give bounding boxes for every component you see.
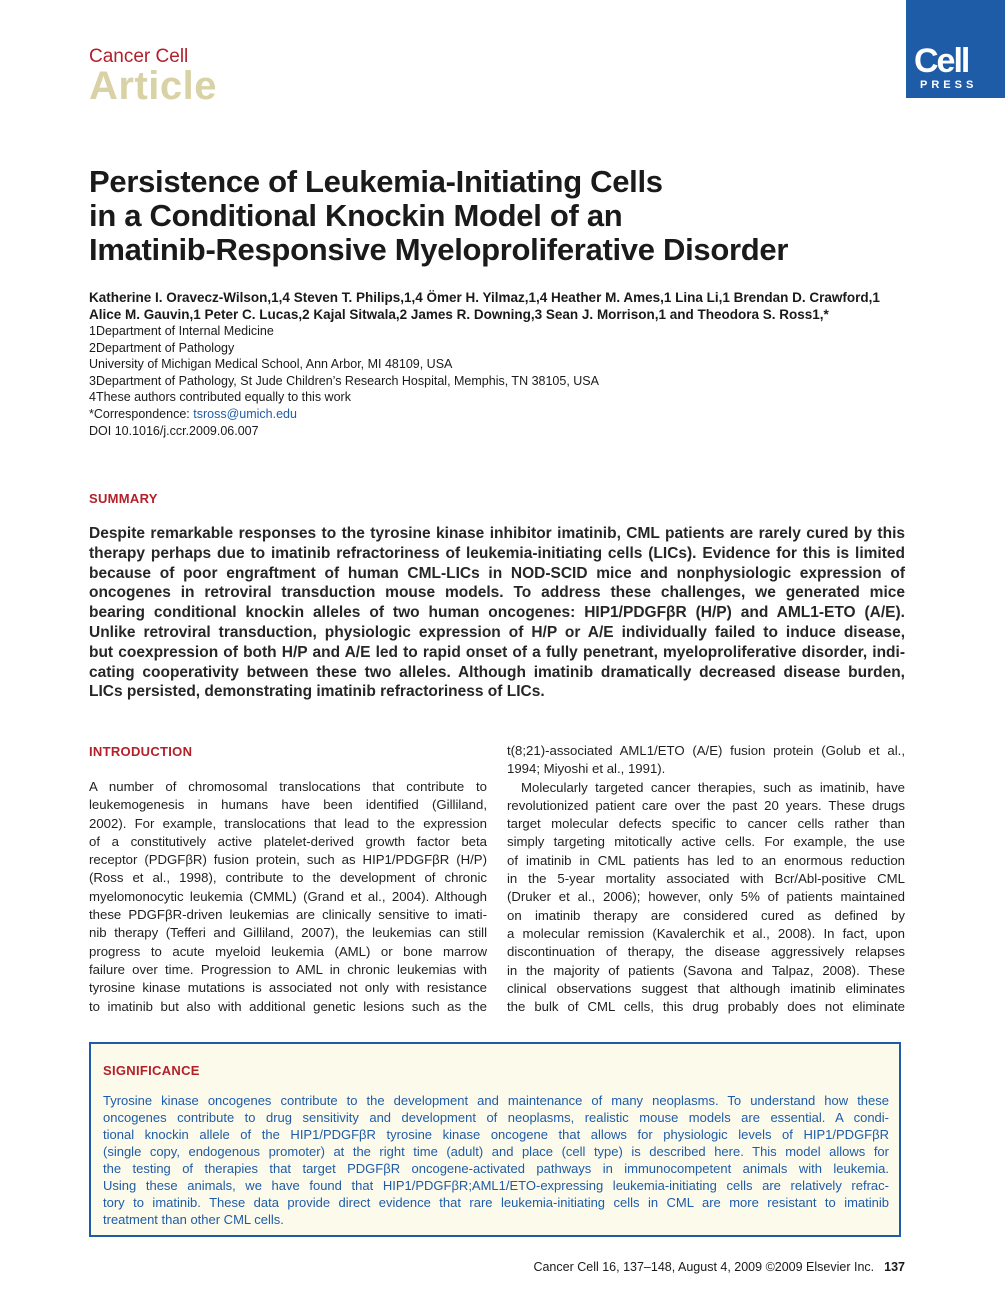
body-line: on imatinib therapy are considered cured as defined by: [507, 907, 905, 923]
summary-line: Unlike retroviral transduction, physiologic expression of H/P or A/E individually failed to induce disease,: [89, 623, 905, 641]
correspondence: [89, 406, 599, 423]
body-line: of a constitutively active platelet-derived growth factor beta: [89, 833, 487, 849]
body-line: Molecularly targeted cancer therapies, such as imatinib, have: [521, 779, 905, 795]
body-line: discontinuation of therapy, the disease aggressively relapses: [507, 944, 905, 960]
title-line: in a Conditional Knockin Model of an: [89, 198, 623, 233]
summary-line: therapy perhaps due to imatinib refractoriness of leukemia-initiating cells (LICs). Evidence for this is limited: [89, 544, 905, 562]
introduction-heading: INTRODUCTION: [89, 744, 193, 759]
summary-line: LICs persisted, demonstrating imatinib refractoriness of LICs.: [89, 683, 545, 701]
affiliation-line: 2Department of Pathology: [89, 340, 235, 355]
significance-line: tional knockin allele of the HIP1/PDGFβR tyrosine kinase oncogene that allows for physiologic levels of HIP1/PDGFβR: [103, 1127, 889, 1142]
summary-text: [89, 524, 905, 702]
summary-line: oncogenes in retroviral transduction mouse models. To address these challenges, we generated mice: [89, 584, 905, 602]
affiliation-line: 3Department of Pathology, St Jude Children’s Research Hospital, Memphis, TN 38105, USA: [89, 373, 599, 388]
significance-line: tory to imatinib. These data provide direct evidence that rare leukemia-initiating cells in CML are more resistant to imatinib: [103, 1195, 889, 1210]
introduction-left-column: [89, 778, 487, 1016]
summary-line: bearing conditional knockin alleles of two human oncogenes: HIP1/PDGFβR (H/P) and AML1-ETO (A/E).: [89, 604, 905, 622]
body-line: 1994; Miyoshi et al., 1991).: [507, 761, 666, 777]
significance-box: [89, 1042, 901, 1237]
significance-line: Using these animals, we have found that HIP1/PDGFβR;AML1/ETO-expressing leukemia-initiating cells are relatively refrac-: [103, 1178, 889, 1193]
body-line: in the majority of patients (Savona and Talpaz, 2008). These: [507, 962, 905, 978]
correspondence-label: *Correspondence:: [89, 406, 194, 421]
body-line: nib therapy (Tefferi and Gilliland, 2007), the leukemias can still: [89, 925, 487, 941]
summary-line: cating cooperativity between these two alleles. Although imatinib dramatically decreased disease burden,: [89, 663, 905, 681]
body-line: A number of chromosomal translocations that contribute to: [89, 779, 487, 794]
journal-name: Cancer Cell: [89, 46, 189, 67]
affiliation-line: 4These authors contributed equally to this work: [89, 390, 351, 405]
body-line: to imatinib but also with additional genetic lesions such as the: [89, 998, 487, 1014]
body-line: target molecular defects specific to cancer cells rather than: [507, 816, 905, 832]
significance-line: (single copy, endogenous promoter) at the right time (adult) and place (cell type) is described here. This model allows for: [103, 1144, 889, 1159]
summary-line: because of poor engraftment of human CML-LICs in NOD-SCID mice and nonphysiologic expression of: [89, 564, 905, 582]
author-list: [89, 289, 909, 323]
body-line: these PDGFβR-driven leukemias are clinically sensitive to imati-: [89, 907, 487, 923]
cell-press-logo: [906, 0, 1005, 98]
paper-title: [89, 165, 889, 267]
body-line: failure over time. Progression to AML in chronic leukemias with: [89, 961, 487, 977]
body-line: a molecular remission (Kavalerchik et al., 2008). In fact, upon: [507, 925, 905, 941]
summary-heading: SUMMARY: [89, 491, 158, 506]
footer-citation: Cancer Cell 16, 137–148, August 4, 2009 ©2009 Elsevier Inc.: [533, 1260, 875, 1274]
page-number: 137: [884, 1260, 905, 1274]
body-line: t(8;21)-associated AML1/ETO (A/E) fusion protein (Golub et al.,: [507, 743, 905, 758]
significance-line: treatment than other CML cells.: [103, 1212, 284, 1227]
logo-sub-text: PRESS: [920, 79, 978, 91]
body-line: tyrosine kinase mutations is associated not only with resistance: [89, 980, 487, 996]
logo-main-text: Cell: [914, 42, 969, 80]
introduction-right-column: [507, 742, 905, 1016]
body-line: myelomonocytic leukemia (CMML) (Grand et al., 2004). Although: [89, 888, 487, 904]
doi: DOI 10.1016/j.ccr.2009.06.007: [89, 423, 259, 438]
author-line: Alice M. Gauvin,1 Peter C. Lucas,2 Kajal Sitwala,2 James R. Downing,3 Sean J. Morrison,1 and Theodora S. Ross1,*: [89, 307, 829, 322]
significance-text: [103, 1092, 889, 1228]
body-line: of imatinib in CML patients has led to an enormous reduction: [507, 852, 905, 868]
body-line: (Druker et al., 2006); however, only 5% of patients maintained: [507, 889, 905, 905]
body-line: the bulk of CML cells, this drug probably does not eliminate: [507, 999, 905, 1015]
affiliations: [89, 323, 599, 439]
correspondence-email-link[interactable]: tsross@umich.edu: [193, 406, 297, 421]
summary-line: but coexpression of both H/P and A/E led to rapid onset of a fully penetrant, myeloproliferative disorder, indi-: [89, 643, 905, 661]
article-type: Article: [89, 64, 217, 108]
significance-line: Tyrosine kinase oncogenes contribute to the development and maintenance of many neoplasms. To understand how these: [103, 1093, 889, 1108]
author-line: Katherine I. Oravecz-Wilson,1,4 Steven T. Philips,1,4 Ömer H. Yilmaz,1,4 Heather M. Ames,1 Lina Li,1 Brendan D. Crawford,1: [89, 290, 880, 305]
body-line: 2002). For example, translocations that lead to the expression: [89, 815, 487, 831]
summary-line: Despite remarkable responses to the tyrosine kinase inhibitor imatinib, CML patients are rarely cured by this: [89, 525, 905, 542]
body-line: progress to acute myeloid leukemia (AML) or bone marrow: [89, 943, 487, 959]
body-line: simply targeting mitotically active cells. For example, the use: [507, 834, 905, 850]
affiliation-line: 1Department of Internal Medicine: [89, 324, 274, 338]
affiliation-line: University of Michigan Medical School, Ann Arbor, MI 48109, USA: [89, 357, 453, 372]
body-line: (Ross et al., 1998), contribute to the development of chronic: [89, 870, 487, 886]
significance-line: oncogenes contribute to drug sensitivity and development of neoplasms, realistic mouse models are essential. A condi-: [103, 1110, 889, 1125]
body-line: receptor (PDGFβR) fusion protein, such as HIP1/PDGFβR (H/P): [89, 852, 487, 868]
body-line: revolutionized patient care over the past 20 years. These drugs: [507, 797, 905, 813]
title-line: Persistence of Leukemia-Initiating Cells: [89, 164, 663, 199]
significance-line: the testing of therapies that target PDGFβR oncogene-activated pathways in immunocompetent animals with leukemia.: [103, 1161, 889, 1176]
body-line: clinical observations suggest that although imatinib eliminates: [507, 980, 905, 996]
body-line: leukemogenesis in humans have been identified (Gilliland,: [89, 797, 487, 813]
body-line: in the 5-year mortality associated with Bcr/Abl-positive CML: [507, 871, 905, 887]
page-footer: [533, 1260, 905, 1274]
significance-heading: SIGNIFICANCE: [103, 1063, 200, 1078]
title-line: Imatinib-Responsive Myeloproliferative Disorder: [89, 232, 789, 267]
